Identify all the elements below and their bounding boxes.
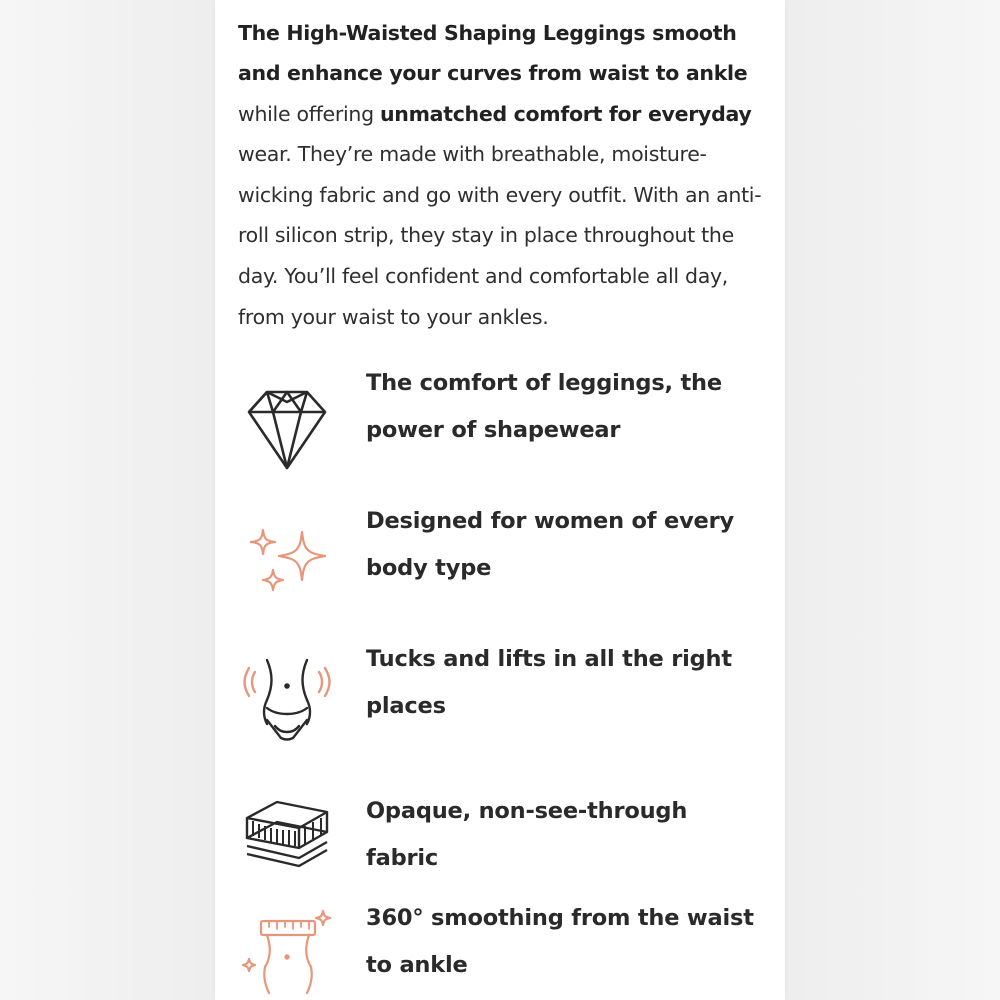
description-text-1: while offering [238, 101, 381, 126]
background-left [0, 0, 215, 1000]
feature-label: 360° smoothing from the waist to ankle [366, 905, 754, 978]
feature-label: The comfort of leggings, the power of shapewear [366, 370, 722, 443]
sparkles-icon [237, 510, 337, 610]
feature-label: Tucks and lifts in all the right places [366, 646, 732, 719]
product-description-text [238, 13, 773, 338]
product-description-panel [215, 0, 785, 1000]
feature-label: Designed for women of every body type [366, 508, 734, 581]
background-right [785, 0, 1000, 1000]
waist-icon [237, 646, 337, 746]
fabric-layers-icon [237, 780, 337, 880]
description-text-2: wear. They’re made with breathable, moisture-wicking fabric and go with every outfit. With an anti-roll silicon strip, they stay in place throughout the day. You’ll feel confident and comfortable all day, from your waist to your ankles. [238, 142, 762, 329]
measure-icon [237, 905, 337, 1000]
description-bold-1: The High-Waisted Shaping Leggings smooth and enhance your curves from waist to ankle [238, 20, 748, 86]
diamond-icon [237, 374, 337, 474]
description-bold-2: unmatched comfort for everyday [380, 101, 752, 126]
feature-label: Opaque, non-see-through fabric [366, 798, 688, 871]
